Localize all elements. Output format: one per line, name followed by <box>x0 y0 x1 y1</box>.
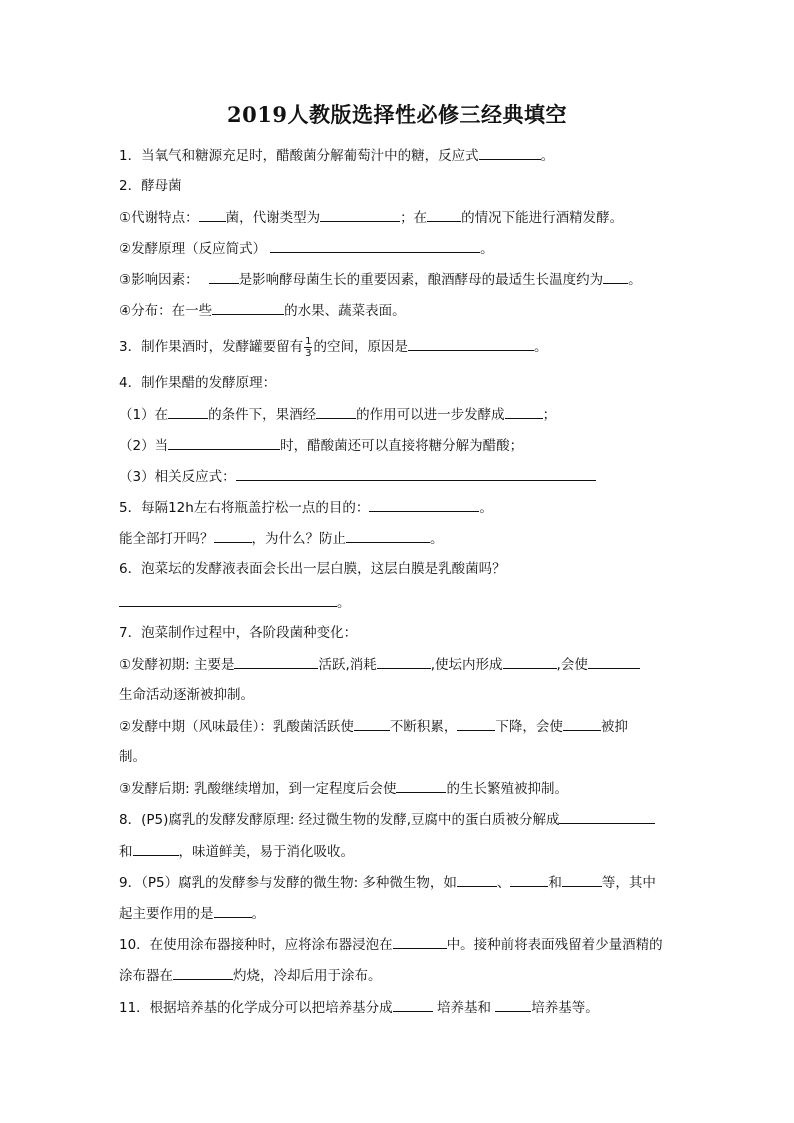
fill-blank[interactable] <box>354 716 390 731</box>
fill-blank[interactable] <box>457 716 495 731</box>
question-text: 8．(P5)腐乳的发酵发酵原理: 经过微生物的发酵,豆腐中的蛋白质被分解成 <box>119 812 560 828</box>
fill-blank[interactable] <box>503 654 557 669</box>
question-text: ②发酵原理（反应简式） <box>119 241 267 257</box>
question-text: ③发酵后期: 乳酸继续增加，到一定程度后会使 <box>119 781 397 797</box>
question-text: 10．在使用涂布器接种时，应将涂布器浸泡在 <box>119 937 393 953</box>
question-9-line-2 <box>119 903 265 924</box>
question-7-item-1-cont: 生命活动逐渐被抑制。 <box>119 687 254 703</box>
question-4-item-1 <box>119 404 556 425</box>
fill-blank[interactable] <box>457 872 497 887</box>
question-10-line-1 <box>119 934 663 955</box>
question-5-line-1 <box>119 497 493 518</box>
question-text: 。 <box>337 595 351 611</box>
fill-blank[interactable] <box>199 207 226 222</box>
question-text: 被抑 <box>600 719 628 735</box>
question-2-heading: 2．酵母菌 <box>119 178 182 194</box>
question-11 <box>119 997 599 1018</box>
question-2-item-1 <box>119 207 623 228</box>
question-text: 能全部打开吗？ <box>119 531 214 547</box>
fill-blank[interactable] <box>209 269 239 284</box>
fill-blank[interactable] <box>133 841 179 856</box>
question-6-line-2 <box>119 592 351 613</box>
fill-blank[interactable] <box>168 435 280 450</box>
question-text: 的水果、蔬菜表面。 <box>284 303 406 319</box>
question-text: 的作用可以进一步发酵成 <box>356 407 505 423</box>
question-text: ； <box>542 407 557 423</box>
question-4-item-2 <box>119 435 523 456</box>
document-title: 2019人教版选择性必修三经典填空 <box>227 102 567 127</box>
question-text: 活跃,消耗 <box>318 657 377 673</box>
fill-blank[interactable] <box>505 404 543 419</box>
question-text: 。 <box>479 500 493 516</box>
question-text: 的空间，原因是 <box>313 339 408 355</box>
fill-blank[interactable] <box>408 336 534 351</box>
question-text: ①代谢特点： <box>119 210 199 226</box>
question-text: 的生长繁殖被抑制。 <box>446 781 568 797</box>
question-7-heading: 7．泡菜制作过程中，各阶段菌种变化： <box>119 625 358 641</box>
question-text: 的情况下能进行酒精发酵。 <box>461 210 624 226</box>
question-text: 、 <box>496 875 511 891</box>
fill-blank[interactable] <box>393 934 447 949</box>
fraction-numerator: 1 <box>305 335 312 347</box>
question-text: 培养基和 <box>432 1000 496 1016</box>
fill-blank[interactable] <box>495 997 531 1012</box>
fill-blank[interactable] <box>173 965 233 980</box>
question-text: 和 <box>548 875 562 891</box>
fill-blank[interactable] <box>479 145 541 160</box>
question-text: 。 <box>628 272 642 288</box>
question-text: （2）当 <box>119 438 169 454</box>
question-4-heading: 4．制作果醋的发酵原理： <box>119 375 277 391</box>
question-text: ②发酵中期（风味最佳）：乳酸菌活跃使 <box>119 719 354 735</box>
question-10-line-2 <box>119 965 382 986</box>
question-text: 。 <box>540 148 555 164</box>
fill-blank[interactable] <box>510 872 548 887</box>
fill-blank[interactable] <box>212 300 284 315</box>
fill-blank[interactable] <box>236 466 596 481</box>
question-text: 5．每隔12h左右将瓶盖拧松一点的目的： <box>119 500 370 516</box>
question-text: 。 <box>430 531 444 547</box>
fill-blank[interactable] <box>603 269 628 284</box>
question-text: 1．当氧气和糖源充足时，醋酸菌分解葡萄汁中的糖，反应式 <box>119 148 479 164</box>
question-2-item-4 <box>119 300 406 321</box>
fill-blank[interactable] <box>168 404 208 419</box>
question-6-line-1: 6．泡菜坛的发酵液表面会长出一层白膜，这层白膜是乳酸菌吗？ <box>119 561 506 577</box>
fill-blank[interactable] <box>369 497 479 512</box>
question-text: 菌，代谢类型为 <box>225 210 321 226</box>
fill-blank[interactable] <box>377 654 431 669</box>
fraction-denominator: 3 <box>305 347 312 359</box>
question-text: 中。接种前将表面残留着少量酒精的 <box>446 937 663 953</box>
question-text: 是影响酵母菌生长的重要因素，酿酒酵母的最适生长温度约为 <box>238 272 604 288</box>
question-8-line-1 <box>119 809 655 830</box>
question-7-item-3 <box>119 778 568 799</box>
fill-blank[interactable] <box>270 238 480 253</box>
question-7-item-2-cont: 制。 <box>119 749 146 765</box>
question-text: ,使坛内形成 <box>430 657 503 673</box>
fill-blank[interactable] <box>316 404 356 419</box>
fill-blank[interactable] <box>393 997 433 1012</box>
question-4-item-3 <box>119 466 596 487</box>
question-9-line-1 <box>119 872 656 893</box>
fill-blank[interactable] <box>427 207 461 222</box>
fill-blank[interactable] <box>563 716 601 731</box>
question-text: 时，醋酸菌还可以直接将糖分解为醋酸； <box>280 438 524 454</box>
question-text: 。 <box>251 906 265 922</box>
question-1 <box>119 145 554 166</box>
fill-blank[interactable] <box>320 207 400 222</box>
question-5-line-2 <box>119 528 444 549</box>
question-text: 灼烧，冷却后用于涂布。 <box>233 968 382 984</box>
question-text: ，为什么？防止 <box>251 531 346 547</box>
question-text: ④分布：在一些 <box>119 303 213 319</box>
fill-blank[interactable] <box>396 778 446 793</box>
question-3 <box>119 334 547 360</box>
question-text: （1）在 <box>119 407 169 423</box>
question-text: ，味道鲜美，易于消化吸收。 <box>178 844 354 860</box>
question-7-item-2 <box>119 716 628 737</box>
question-text: ,会使 <box>556 657 588 673</box>
question-text: 不断积累， <box>389 719 458 735</box>
question-text: 涂布器在 <box>119 968 173 984</box>
question-text: 等，其中 <box>601 875 656 891</box>
question-text: 。 <box>480 241 494 257</box>
question-2-item-3 <box>119 269 642 290</box>
question-text: 11．根据培养基的化学成分可以把培养基分成 <box>119 1000 393 1016</box>
question-text: 3．制作果酒时，发酵罐要留有 <box>119 339 304 355</box>
fill-blank[interactable] <box>346 528 430 543</box>
question-text: 的条件下，果酒经 <box>208 407 317 423</box>
question-2-item-2 <box>119 238 494 259</box>
fill-blank[interactable] <box>214 528 252 543</box>
fill-blank[interactable] <box>119 592 337 607</box>
question-text: （3）相关反应式： <box>119 469 236 485</box>
fraction <box>304 336 312 359</box>
question-text: 9．（P5）腐乳的发酵参与发酵的微生物: 多种微生物，如 <box>119 875 457 891</box>
question-text: 下降，会使 <box>495 719 563 735</box>
fill-blank[interactable] <box>562 872 602 887</box>
question-7-item-1 <box>119 654 640 675</box>
question-text: ③影响因素： <box>119 272 199 288</box>
question-text: 和 <box>119 844 133 860</box>
question-text: 。 <box>533 339 548 355</box>
fill-blank[interactable] <box>559 809 655 824</box>
question-text: ①发酵初期: 主要是 <box>119 657 235 673</box>
fill-blank[interactable] <box>588 654 640 669</box>
fill-blank[interactable] <box>214 903 252 918</box>
question-text: 起主要作用的是 <box>119 906 214 922</box>
question-8-line-2 <box>119 841 354 862</box>
question-text: ；在 <box>400 210 428 226</box>
question-text: 培养基等。 <box>531 1000 599 1016</box>
fill-blank[interactable] <box>234 654 318 669</box>
